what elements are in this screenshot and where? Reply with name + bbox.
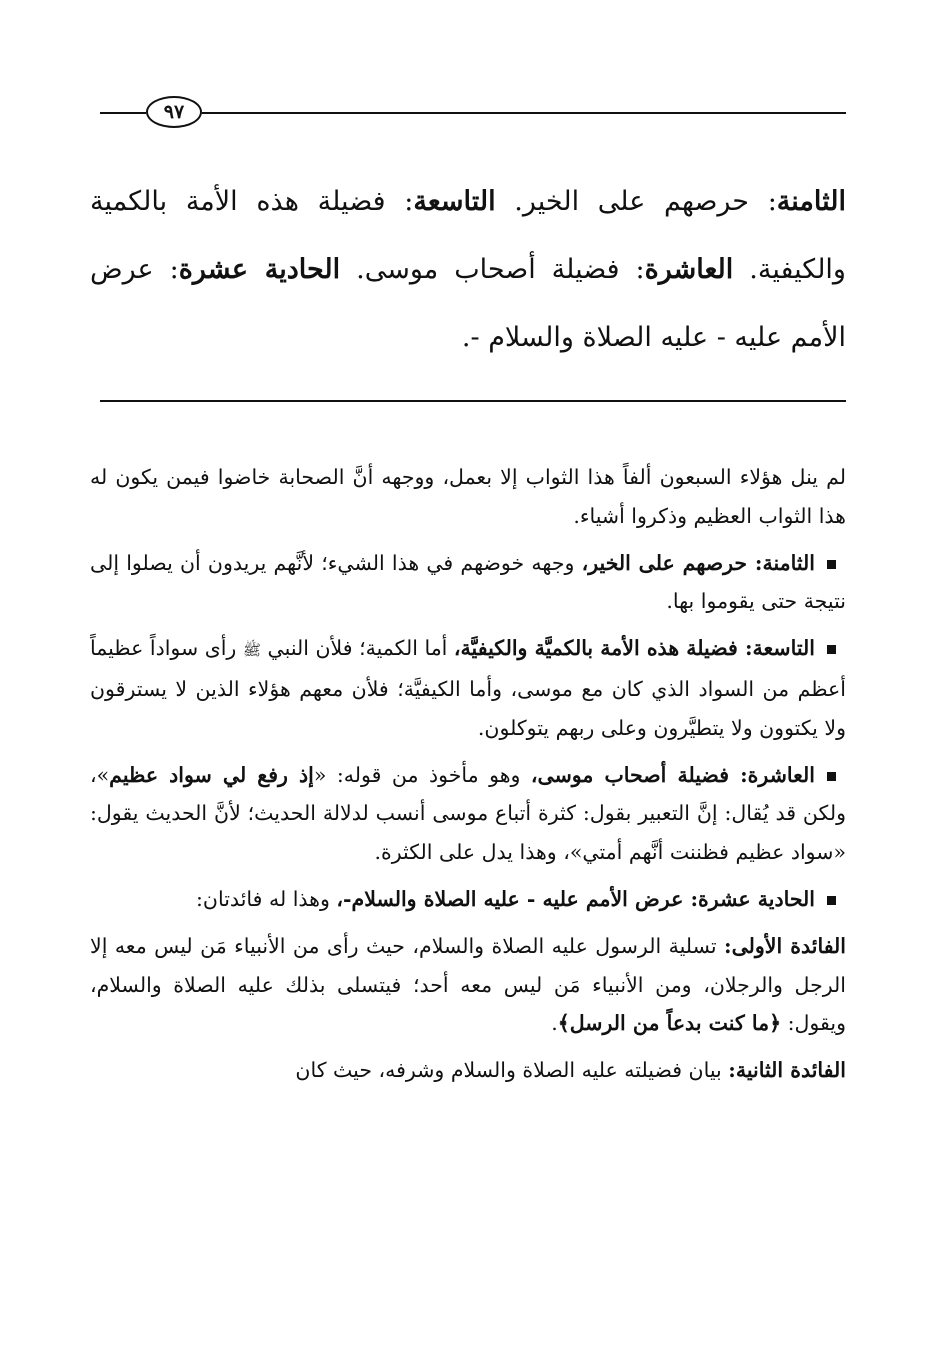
commentary-body bbox=[90, 458, 846, 1090]
header-rule-right bbox=[202, 112, 846, 114]
paragraph-text: بيان فضيلته عليه الصلاة والسلام وشرفه، حيث كان bbox=[295, 1058, 729, 1083]
bullet-square-icon bbox=[827, 560, 836, 569]
benefit-heading: الفائدة الأولى: bbox=[724, 933, 847, 958]
paragraph-text: أما الكمية؛ فلأن النبي bbox=[267, 636, 454, 661]
paragraph-text: »، ولكن قد يُقال: إنَّ التعبير بقول: كثرة أتباع موسى أنسب لدلالة الحديث؛ لأنَّ الحديث يقول: «سواد عظيم فظننت أنَّهم أمتي»، وهذا يدل على الكثرة. bbox=[90, 762, 846, 865]
section-divider bbox=[100, 400, 846, 402]
paragraph-text: رأى سواداً عظيماً أعظم من السواد الذي كان مع موسى، وأما الكيفيَّة؛ فلأن معهم هؤلاء الذين لا يسترقون ولا يكتوون ولا يتطيَّرون وعلى ربهم يتوكلون. bbox=[90, 636, 846, 740]
header-rule-left bbox=[100, 112, 146, 114]
paragraph-benefit-one bbox=[90, 927, 846, 1043]
paragraph-heading: التاسعة: فضيلة هذه الأمة بالكميَّة والكيفيَّة، bbox=[453, 636, 815, 661]
benefit-heading: الفائدة الثانية: bbox=[728, 1058, 846, 1083]
page-header bbox=[100, 96, 846, 132]
matn-label: التاسعة bbox=[413, 186, 496, 217]
paragraph-tenth bbox=[90, 756, 846, 872]
matn-label: الثامنة bbox=[776, 186, 846, 217]
matn-text-span: : عرض الأمم عليه - عليه الصلاة والسلام -. bbox=[90, 254, 846, 353]
paragraph-text: وهو مأخوذ من قوله: « bbox=[313, 762, 531, 787]
bullet-square-icon bbox=[827, 645, 836, 654]
salutation-glyph: ﷺ bbox=[242, 641, 261, 660]
paragraph-heading: الحادية عشرة: عرض الأمم عليه - عليه الصلاة والسلام-، bbox=[336, 886, 815, 911]
quran-quote: ﴿ما كنت بدعاً من الرسل﴾ bbox=[557, 1011, 782, 1036]
paragraph-text: تسلية الرسول عليه الصلاة والسلام، حيث رأى من الأنبياء مَن ليس معه إلا الرجل والرجلان، ومن الأنبياء مَن ليس معه أحد؛ فيتسلى بذلك عليه الصلاة والسلام، ويقول: bbox=[90, 933, 846, 1036]
paragraph-ninth bbox=[90, 629, 846, 747]
paragraph-heading: العاشرة: فضيلة أصحاب موسى، bbox=[530, 762, 815, 787]
hadith-quote: إذ رفع لي سواد عظيم bbox=[109, 762, 314, 787]
matn-text bbox=[90, 168, 846, 372]
matn-text-span: : حرصهم على الخير. bbox=[514, 186, 777, 217]
matn-text-span: : فضيلة أصحاب موسى. bbox=[356, 254, 645, 285]
matn-text-span: : فضيلة هذه الأمة بالكمية والكيفية. bbox=[90, 186, 846, 285]
paragraph-intro: لم ينل هؤلاء السبعون ألفاً هذا الثواب إلا بعمل، ووجهه أنَّ الصحابة خاضوا فيمن يكون له هذا الثواب العظيم وذكروا أشياء. bbox=[90, 465, 846, 528]
paragraph-heading: الثامنة: حرصهم على الخير، bbox=[581, 550, 815, 575]
paragraph-benefit-two bbox=[90, 1051, 846, 1090]
paragraph-eighth bbox=[90, 544, 846, 622]
bullet-square-icon bbox=[827, 772, 836, 781]
paragraph-text: وجهه خوضهم في هذا الشيء؛ لأنَّهم يريدون أن يصلوا إلى نتيجة حتى يقوموا بها. bbox=[90, 550, 846, 614]
paragraph-text: وهذا له فائدتان: bbox=[196, 886, 337, 911]
page-number: ٩٧ bbox=[146, 96, 202, 128]
paragraph-eleventh bbox=[90, 880, 846, 919]
bullet-square-icon bbox=[827, 896, 836, 905]
matn-paragraph bbox=[90, 168, 846, 372]
paragraph-text: . bbox=[551, 1011, 558, 1036]
matn-label: الحادية عشرة bbox=[178, 254, 341, 285]
matn-label: العاشرة bbox=[644, 254, 734, 285]
